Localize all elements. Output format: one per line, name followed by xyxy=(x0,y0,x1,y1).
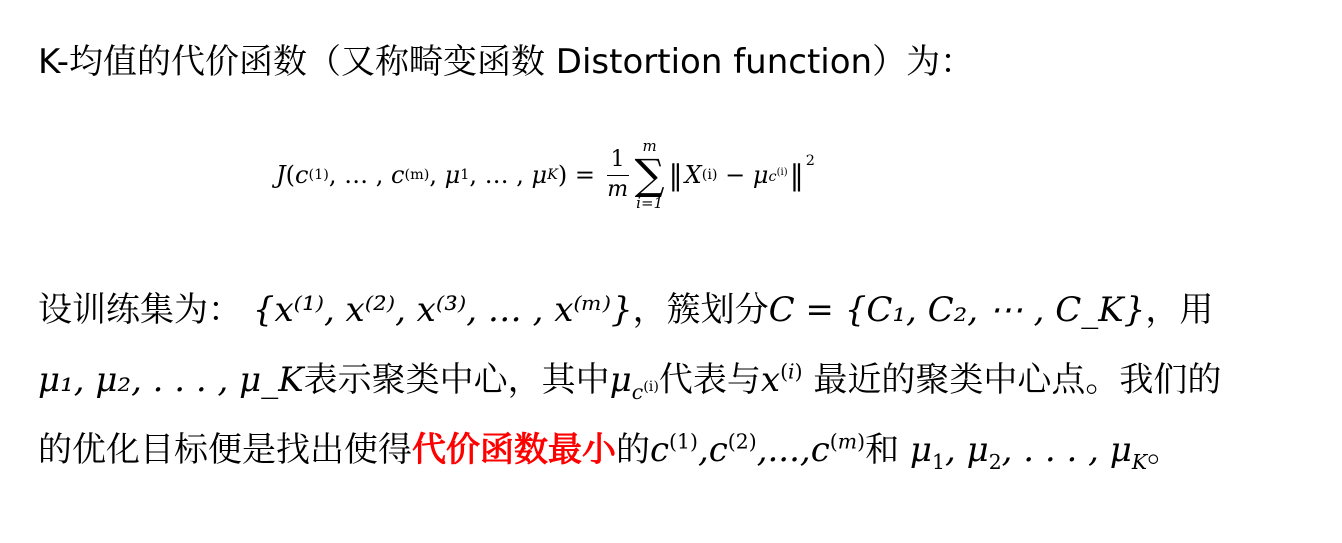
heading-text: K-均值的代价函数（又称畸变函数 Distortion function）为： xyxy=(38,42,975,82)
paragraph-line-3 xyxy=(38,429,1182,474)
norm-open: ‖ xyxy=(668,158,683,192)
formula-minus: − xyxy=(717,161,753,189)
formula-rparen-eq: ) = xyxy=(557,161,603,189)
formula-mu-sub-sup: (i) xyxy=(776,167,788,179)
line2-mu-ci: $\mu_{c^{(i)}}$ xyxy=(609,360,659,404)
heading-line xyxy=(38,42,974,83)
line1-text: 设训练集为： xyxy=(38,290,242,330)
sum-upper-limit: m xyxy=(642,137,657,155)
line3-c-sequence: $c^{(1)},c^{(2)},...,c^{(m)}$ xyxy=(650,429,866,470)
line3-mu-sequence: $\mu_1$, $\mu_2$, . . . , $\mu_K$ xyxy=(909,430,1148,474)
line3-end: 。 xyxy=(1147,430,1182,470)
line2-centroids: μ₁, μ₂, . . . , μ_K xyxy=(38,360,304,400)
formula-mu: μ xyxy=(752,161,769,189)
formula-cm: c xyxy=(391,161,405,189)
formula-mu-sub: $c^{(i)}$ xyxy=(768,167,788,185)
line3-text2: 的 xyxy=(616,430,650,470)
distortion-formula: J ( c (1) , … , c (m) , μ 1 , … , μ K ) = $\frac{1}{m}$ m ∑ i=1 ‖ X (i) − μ $c^{(i)}$ ‖ $^2$ xyxy=(276,137,815,212)
fraction-bar xyxy=(607,175,629,176)
paragraph-line-1 xyxy=(38,290,1213,331)
line3-accent: 代价函数最小 xyxy=(412,430,616,470)
formula-comma: , xyxy=(429,161,445,189)
paragraph-line-2 xyxy=(38,359,1222,404)
line1-cluster-partition: C = {C₁, C₂, ⋯ , C_K} xyxy=(768,290,1146,330)
norm-close: ‖ xyxy=(789,158,804,192)
formula-muK: μ xyxy=(531,161,548,189)
line2-text3: 最近的聚类中心点。我们的 xyxy=(802,360,1222,400)
sum-sign: ∑ xyxy=(634,150,665,199)
line3-text1: 的优化目标便是找出使得 xyxy=(38,430,412,470)
line1-training-set: {x⁽¹⁾, x⁽²⁾, x⁽³⁾, … , x⁽ᵐ⁾} xyxy=(242,290,633,330)
formula-c1: c xyxy=(295,161,309,189)
line3-text3: 和 xyxy=(865,430,910,470)
formula-fraction xyxy=(607,148,629,201)
line2-text1: 表示聚类中心，其中 xyxy=(303,360,610,400)
formula-X: X xyxy=(684,161,702,189)
line1-mid: ，簇划分 xyxy=(632,290,769,330)
sum-lower-limit: i=1 xyxy=(636,194,664,212)
fraction-numerator: 1 xyxy=(610,147,625,173)
line2-x-i: $x^{(i)}$ xyxy=(760,359,803,400)
formula-dots1: , … , xyxy=(328,161,391,189)
line2-text2: 代表与 xyxy=(658,360,761,400)
formula-lparen: ( xyxy=(285,161,295,189)
fraction-denominator: m xyxy=(607,176,629,202)
formula-summation xyxy=(635,139,665,211)
line1-end: ，用 xyxy=(1145,290,1214,330)
formula-dots2: , … , xyxy=(469,161,532,189)
formula-mu1: μ xyxy=(444,161,461,189)
formula-J: J xyxy=(276,161,286,189)
